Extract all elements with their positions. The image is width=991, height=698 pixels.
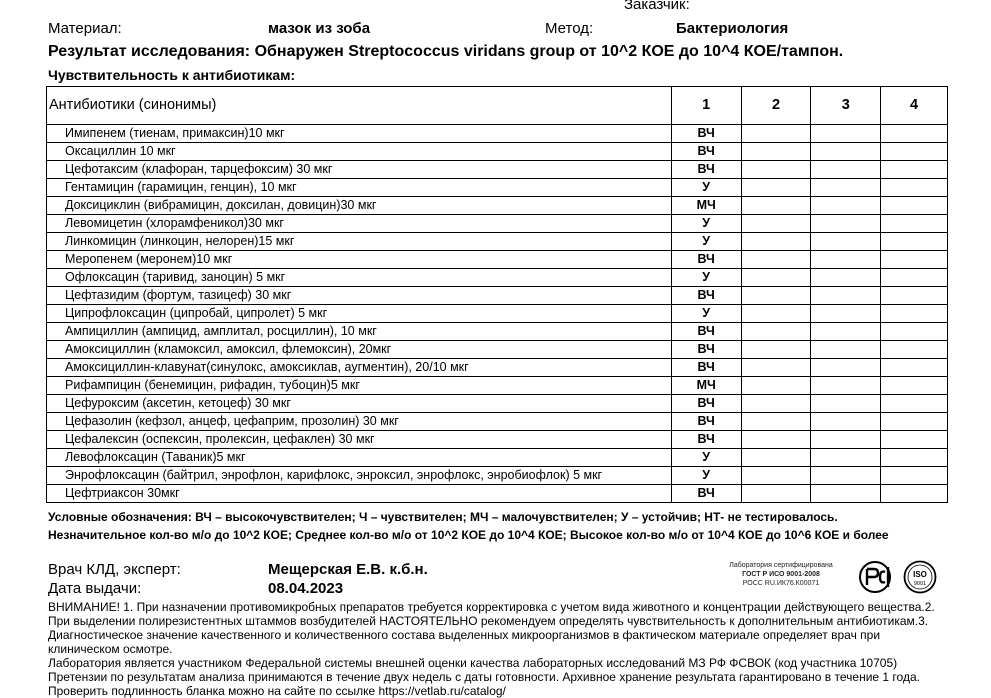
- result-cell-3: [811, 341, 881, 359]
- antibiotic-name: Энрофлоксацин (байтрил, энрофлон, карифлокс, энроксил, энрофлокс, энробиофлок) 5 мкг: [47, 467, 672, 485]
- sensitivity-title: Чувствительность к антибиотикам:: [48, 67, 296, 83]
- result-cell-2: [741, 143, 811, 161]
- result-cell-3: [811, 143, 881, 161]
- result-cell-4: [881, 251, 948, 269]
- result-cell-1: ВЧ: [671, 485, 741, 503]
- result-cell-3: [811, 287, 881, 305]
- legend-quantity: Незначительное кол-во м/о до 10^2 КОЕ; Среднее кол-во м/о от 10^2 КОЕ до 10^4 КОЕ; Высокое кол-во м/о от 10^4 КОЕ до 10^6 КОЕ и более: [48, 528, 889, 542]
- result-cell-1: ВЧ: [671, 323, 741, 341]
- date-value: 08.04.2023: [268, 580, 344, 597]
- table-row: [47, 413, 948, 431]
- result-cell-2: [741, 287, 811, 305]
- table-row: [47, 485, 948, 503]
- antibiotic-name: Амоксициллин-клавунат(синулокс, амоксиклав, аугментин), 20/10 мкг: [47, 359, 672, 377]
- method-value: Бактериология: [676, 20, 789, 37]
- table-row: [47, 215, 948, 233]
- result-cell-1: ВЧ: [671, 395, 741, 413]
- cert-line-2: ГОСТ Р ИСО 9001-2008: [742, 571, 820, 578]
- result-cell-2: [741, 233, 811, 251]
- antibiotic-name: Гентамицин (гарамицин, генцин), 10 мкг: [47, 179, 672, 197]
- result-cell-1: МЧ: [671, 197, 741, 215]
- customer-label: Заказчик:: [624, 0, 690, 13]
- material-value: мазок из зоба: [268, 20, 371, 37]
- table-row: [47, 431, 948, 449]
- table-row: [47, 197, 948, 215]
- result-cell-4: [881, 323, 948, 341]
- table-row: [47, 251, 948, 269]
- result-cell-4: [881, 305, 948, 323]
- verification-line: Проверить подлинность бланка можно на сайте по ссылке https://vetlab.ru/catalog/: [48, 684, 506, 698]
- doctor-label: Врач КЛД, эксперт:: [48, 561, 181, 578]
- column-header-antibiotics: Антибиотики (синонимы): [47, 87, 672, 125]
- antibiotic-name: Ампициллин (ампицид, амплитал, росциллин), 10 мкг: [47, 323, 672, 341]
- result-cell-2: [741, 431, 811, 449]
- claims-line: Претензии по результатам анализа принимаются в течение двух недель с даты готовности. Архивное хранение результата гарантировано в течение 1 года.: [48, 670, 920, 684]
- doctor-value: Мещерская Е.В. к.б.н.: [268, 561, 428, 578]
- antibiotic-name: Имипенем (тиенам, примаксин)10 мкг: [47, 125, 672, 143]
- result-cell-4: [881, 143, 948, 161]
- result-cell-1: У: [671, 215, 741, 233]
- table-row: [47, 323, 948, 341]
- table-row: [47, 395, 948, 413]
- result-cell-2: [741, 449, 811, 467]
- method-label: Метод:: [545, 20, 594, 37]
- lab-participation-line: Лаборатория является участником Федеральной системы внешней оценки качества лабораторных исследований МЗ РФ ФСВОК (код участника 10705): [48, 656, 898, 670]
- table-row: [47, 377, 948, 395]
- result-cell-3: [811, 179, 881, 197]
- table-row: [47, 449, 948, 467]
- antibiotic-name: Ципрофлоксацин (ципробай, ципролет) 5 мкг: [47, 305, 672, 323]
- result-cell-3: [811, 485, 881, 503]
- cert-line-1: Лаборатория сертифицирована: [729, 562, 833, 569]
- table-row: [47, 161, 948, 179]
- result-cell-1: ВЧ: [671, 287, 741, 305]
- result-cell-1: ВЧ: [671, 413, 741, 431]
- result-cell-2: [741, 215, 811, 233]
- result-cell-1: ВЧ: [671, 143, 741, 161]
- result-cell-3: [811, 449, 881, 467]
- result-cell-3: [811, 197, 881, 215]
- result-cell-1: У: [671, 179, 741, 197]
- result-cell-1: У: [671, 305, 741, 323]
- column-header-2: 2: [741, 87, 811, 125]
- result-cell-3: [811, 395, 881, 413]
- rst-certification-icon: [858, 560, 902, 594]
- result-cell-4: [881, 179, 948, 197]
- result-cell-4: [881, 341, 948, 359]
- table-row: [47, 287, 948, 305]
- antibiotic-name: Линкомицин (линкоцин, нелорен)15 мкг: [47, 233, 672, 251]
- result-label: Результат исследования:: [48, 43, 251, 60]
- antibiotic-name: Левофлоксацин (Таваник)5 мкг: [47, 449, 672, 467]
- result-cell-3: [811, 377, 881, 395]
- result-cell-3: [811, 305, 881, 323]
- result-cell-1: ВЧ: [671, 359, 741, 377]
- result-cell-3: [811, 251, 881, 269]
- iso-9001-icon: [903, 560, 937, 594]
- column-header-3: 3: [811, 87, 881, 125]
- result-cell-2: [741, 251, 811, 269]
- result-cell-3: [811, 215, 881, 233]
- result-value: Обнаружен Streptococcus viridans group от 10^2 КОЕ до 10^4 КОЕ/тампон.: [254, 43, 844, 60]
- date-label: Дата выдачи:: [48, 580, 142, 597]
- result-cell-2: [741, 413, 811, 431]
- table-row: [47, 341, 948, 359]
- antibiotic-name: Цефалексин (оспексин, пролексин, цефаклен) 30 мкг: [47, 431, 672, 449]
- result-cell-4: [881, 215, 948, 233]
- result-cell-2: [741, 269, 811, 287]
- result-cell-2: [741, 395, 811, 413]
- iso-label: ISO: [913, 570, 927, 579]
- antibiotic-name: Амоксициллин (кламоксил, амоксил, флемоксин), 20мкг: [47, 341, 672, 359]
- result-cell-1: У: [671, 449, 741, 467]
- result-cell-1: ВЧ: [671, 125, 741, 143]
- result-cell-2: [741, 323, 811, 341]
- result-cell-4: [881, 197, 948, 215]
- result-cell-2: [741, 305, 811, 323]
- table-row: [47, 269, 948, 287]
- result-cell-3: [811, 233, 881, 251]
- result-cell-4: [881, 359, 948, 377]
- table-row: [47, 233, 948, 251]
- result-cell-4: [881, 395, 948, 413]
- result-cell-2: [741, 377, 811, 395]
- table-row: [47, 179, 948, 197]
- antibiotic-name: Доксициклин (вибрамицин, доксилан, довицин)30 мкг: [47, 197, 672, 215]
- result-cell-4: [881, 413, 948, 431]
- result-cell-3: [811, 413, 881, 431]
- result-cell-2: [741, 467, 811, 485]
- result-cell-3: [811, 359, 881, 377]
- result-cell-4: [881, 287, 948, 305]
- result-cell-2: [741, 341, 811, 359]
- result-cell-3: [811, 161, 881, 179]
- result-cell-1: ВЧ: [671, 341, 741, 359]
- result-cell-3: [811, 125, 881, 143]
- iso-number: 9001: [913, 581, 927, 587]
- antibiotics-table: [46, 86, 948, 503]
- column-header-4: 4: [881, 87, 948, 125]
- result-cell-2: [741, 485, 811, 503]
- result-cell-4: [881, 161, 948, 179]
- table-row: [47, 305, 948, 323]
- result-cell-4: [881, 125, 948, 143]
- antibiotic-name: Меропенем (меронем)10 мкг: [47, 251, 672, 269]
- result-cell-3: [811, 431, 881, 449]
- table-row: [47, 143, 948, 161]
- table-header-row: [47, 87, 948, 125]
- result-cell-4: [881, 269, 948, 287]
- result-cell-2: [741, 179, 811, 197]
- antibiotic-name: Цефтриаксон 30мкг: [47, 485, 672, 503]
- antibiotic-name: Цефтазидим (фортум, тазицеф) 30 мкг: [47, 287, 672, 305]
- antibiotic-name: Офлоксацин (таривид, заноцин) 5 мкг: [47, 269, 672, 287]
- result-cell-1: У: [671, 233, 741, 251]
- result-cell-4: [881, 449, 948, 467]
- result-cell-2: [741, 125, 811, 143]
- result-cell-4: [881, 233, 948, 251]
- antibiotic-name: Цефотаксим (клафоран, тарцефоксим) 30 мкг: [47, 161, 672, 179]
- result-cell-4: [881, 431, 948, 449]
- result-cell-2: [741, 161, 811, 179]
- antibiotic-name: Цефазолин (кефзол, анцеф, цефаприм, прозолин) 30 мкг: [47, 413, 672, 431]
- result-cell-4: [881, 377, 948, 395]
- antibiotic-name: Левомицетин (хлорамфеникол)30 мкг: [47, 215, 672, 233]
- result-cell-1: У: [671, 269, 741, 287]
- result-cell-4: [881, 485, 948, 503]
- result-cell-1: МЧ: [671, 377, 741, 395]
- result-cell-3: [811, 323, 881, 341]
- antibiotic-name: Рифампицин (бенемицин, рифадин, тубоцин)5 мкг: [47, 377, 672, 395]
- result-cell-2: [741, 359, 811, 377]
- result-cell-4: [881, 467, 948, 485]
- material-label: Материал:: [48, 20, 122, 37]
- result-cell-2: [741, 197, 811, 215]
- cert-line-3: РОСС RU.ИК76.К00071: [742, 580, 820, 587]
- certification-text: [706, 561, 856, 588]
- result-cell-1: ВЧ: [671, 251, 741, 269]
- table-row: [47, 125, 948, 143]
- attention-notice: ВНИМАНИЕ! 1. При назначении противомикробных препаратов требуется корректировка с учетом вида животного и концентрации действующего вещества.2. При выделении полирезистентных штаммов возбудителей НАСТОЯТЕЛЬНО рекомендуем определять чувствительность к дополнительным антибиотикам.3. Диагностическое значение качественного и количественного состава выделенных микроорганизмов в фактическом материале определяет врач при клиническом осмотре.: [48, 600, 935, 656]
- table-row: [47, 359, 948, 377]
- result-cell-3: [811, 269, 881, 287]
- table-row: [47, 467, 948, 485]
- result-cell-3: [811, 467, 881, 485]
- column-header-1: 1: [671, 87, 741, 125]
- legend-symbols: Условные обозначения: ВЧ – высокочувствителен; Ч – чувствителен; МЧ – малочувствителен; У – устойчив; НТ- не тестировалось.: [48, 510, 838, 524]
- antibiotic-name: Цефуроксим (аксетин, кетоцеф) 30 мкг: [47, 395, 672, 413]
- antibiotic-name: Оксациллин 10 мкг: [47, 143, 672, 161]
- result-cell-1: У: [671, 467, 741, 485]
- result-cell-1: ВЧ: [671, 431, 741, 449]
- footer-notices: [48, 600, 948, 698]
- result-cell-1: ВЧ: [671, 161, 741, 179]
- result-line: [48, 43, 843, 61]
